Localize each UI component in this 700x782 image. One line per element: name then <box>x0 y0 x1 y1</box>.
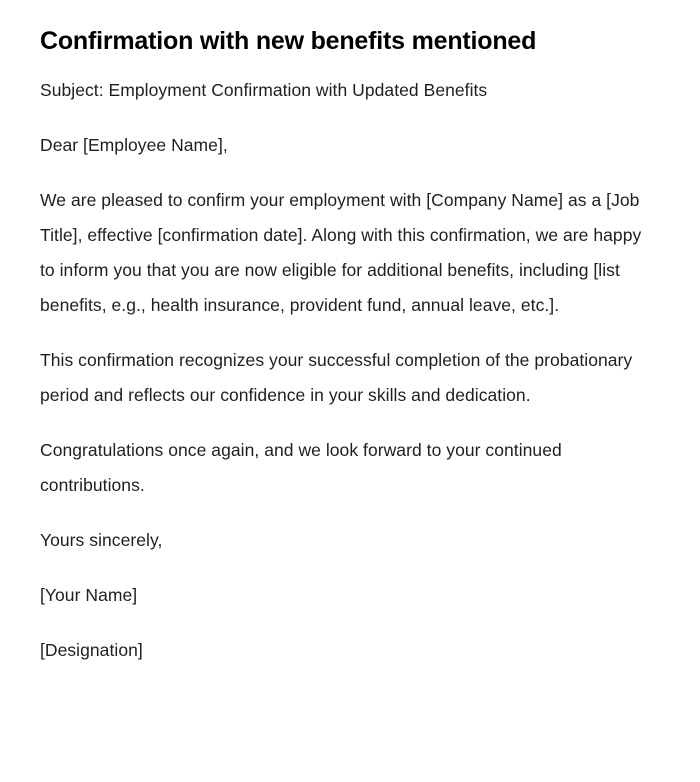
sender-name: [Your Name] <box>40 585 138 605</box>
subject-line: Subject: Employment Confirmation with Updated Benefits <box>40 80 488 100</box>
sign-off-line: Yours sincerely, <box>40 530 163 550</box>
letter-body <box>40 73 660 668</box>
page-title: Confirmation with new benefits mentioned <box>40 27 537 55</box>
body-paragraph-1: We are pleased to confirm your employment with [Company Name] as a [Job Title], effective [confirmation date]. Along with this confirmation, we are happy to inform you that you are now eligible for additional benefits, including [list benefits, e.g., health insurance, provident fund, annual leave, etc.]. <box>40 190 642 315</box>
salutation-line: Dear [Employee Name], <box>40 135 228 155</box>
sender-designation: [Designation] <box>40 640 143 660</box>
body-paragraph-2: This confirmation recognizes your successful completion of the probationary period and reflects our confidence in your skills and dedication. <box>40 350 633 405</box>
body-paragraph-3: Congratulations once again, and we look forward to your continued contributions. <box>40 440 562 495</box>
